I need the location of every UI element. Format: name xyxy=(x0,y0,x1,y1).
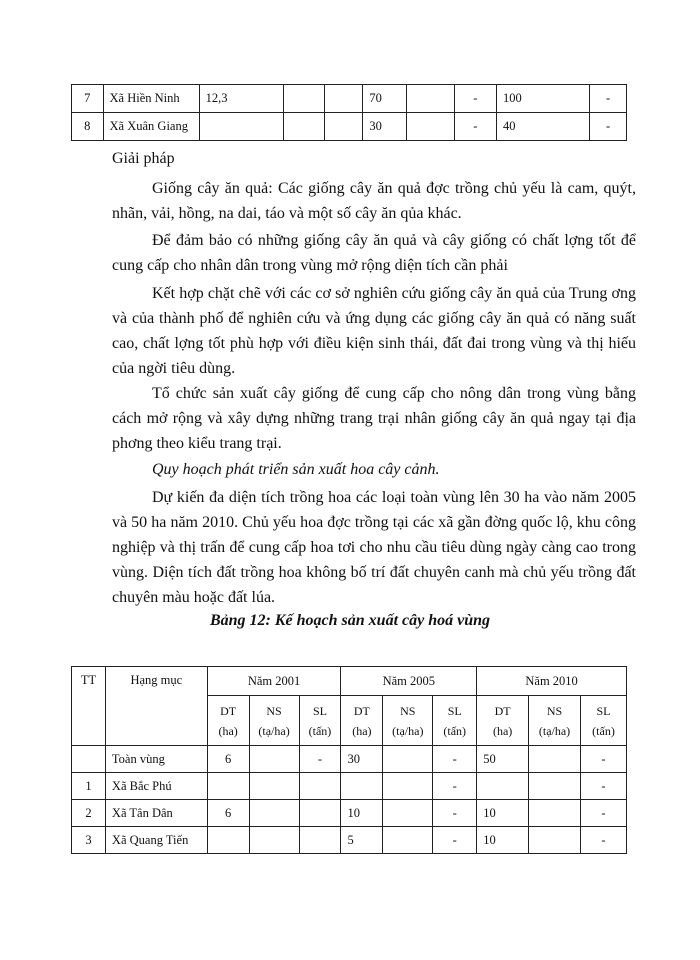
unit: (tấn) xyxy=(308,723,332,738)
cell xyxy=(299,773,341,800)
table-row xyxy=(72,773,627,800)
table-caption: Bảng 12: Kế hoạch sản xuất cây hoá vùng xyxy=(209,612,491,629)
cell-tt: 7 xyxy=(72,85,104,113)
table-row xyxy=(72,85,627,113)
cell xyxy=(207,773,249,800)
cell-name: Xã Xuân Giang xyxy=(103,113,199,141)
cell xyxy=(383,746,433,773)
subheader-ns xyxy=(383,696,433,746)
heading-giai-phap: Giải pháp xyxy=(112,150,175,167)
cell: 30 xyxy=(363,113,407,141)
label: NS xyxy=(266,703,282,718)
cell xyxy=(383,800,433,827)
cell xyxy=(529,800,581,827)
subheader-ns xyxy=(529,696,581,746)
cell xyxy=(249,773,299,800)
cell: - xyxy=(590,113,627,141)
unit: (tạ/ha) xyxy=(538,723,571,738)
paragraph: Tổ chức sản xuất cây giống để cung cấp cho nông dân trong vùng bằng cách mở rộng và xây dựng những trang trại nhân giống cây ăn quả ngay tại địa phơng theo kiểu trang trại. xyxy=(112,385,636,452)
subheader-dt xyxy=(207,696,249,746)
cell xyxy=(406,85,454,113)
cell: - xyxy=(433,827,477,854)
cell: 40 xyxy=(496,113,589,141)
label: SL xyxy=(596,703,611,718)
cell: - xyxy=(433,773,477,800)
section-heading: Quy hoạch phát triển sản xuất hoa cây cảnh. xyxy=(152,461,440,478)
cell xyxy=(249,827,299,854)
cell: - xyxy=(299,746,341,773)
cell xyxy=(283,85,324,113)
table-row xyxy=(72,113,627,141)
subheader-dt xyxy=(477,696,529,746)
unit: (ha) xyxy=(218,723,238,738)
paragraph: Dự kiến đa diện tích trồng hoa các loại toàn vùng lên 30 ha vào năm 2005 và 50 ha năm 2010. Chủ yếu hoa đợc trồng tại các xã gần đờng quốc lộ, khu công nghiệp và thị trấn để cung cấp hoa tơi cho nhu cầu tiêu dùng ngày càng cao trong vùng. Diện tích đất trồng hoa không bố trí đất chuyên canh mà chủ yếu trồng đất chuyên màu hoặc đất lúa. xyxy=(112,489,636,606)
table-row xyxy=(72,746,627,773)
cell-name: Xã Quang Tiến xyxy=(105,827,207,854)
cell: 10 xyxy=(477,800,529,827)
paragraph: Để đảm bảo có những giống cây ăn quả và cây giống có chất lợng tốt để cung cấp cho nhân dân trong vùng mở rộng diện tích cần phải xyxy=(112,232,636,274)
cell: 5 xyxy=(341,827,383,854)
cell xyxy=(207,827,249,854)
cell: 10 xyxy=(477,827,529,854)
cell xyxy=(477,773,529,800)
cell: - xyxy=(580,827,626,854)
cell: - xyxy=(454,85,496,113)
table-row xyxy=(72,827,627,854)
cell-name: Xã Hiền Ninh xyxy=(103,85,199,113)
label: DT xyxy=(220,703,237,718)
cell: - xyxy=(590,85,627,113)
subheader-ns xyxy=(249,696,299,746)
cell xyxy=(383,773,433,800)
label: NS xyxy=(400,703,416,718)
cell xyxy=(406,113,454,141)
label: SL xyxy=(447,703,462,718)
unit: (ha) xyxy=(492,723,513,738)
cell: 10 xyxy=(341,800,383,827)
subheader-dt xyxy=(341,696,383,746)
cell xyxy=(199,113,283,141)
unit: (tấn) xyxy=(443,723,467,738)
cell-name: Toàn vùng xyxy=(105,746,207,773)
cell: - xyxy=(454,113,496,141)
cell-name: Xã Tân Dân xyxy=(105,800,207,827)
label: NS xyxy=(546,703,563,718)
header-row xyxy=(72,667,627,696)
cell: 12,3 xyxy=(199,85,283,113)
paragraph: Giống cây ăn quả: Các giống cây ăn quả đợc trồng chủ yếu là cam, quýt, nhãn, vải, hồng, na dai, táo và một số cây ăn qủa khác. xyxy=(112,180,636,222)
header-year-2010: Năm 2010 xyxy=(477,667,627,696)
cell: 100 xyxy=(496,85,589,113)
unit: (ha) xyxy=(352,723,372,738)
cell: 6 xyxy=(207,800,249,827)
cell xyxy=(529,746,581,773)
cell: 70 xyxy=(363,85,407,113)
cell xyxy=(341,773,383,800)
cell: - xyxy=(580,800,626,827)
unit: (tạ/ha) xyxy=(258,723,290,738)
cell xyxy=(299,800,341,827)
cell: - xyxy=(433,800,477,827)
cell-tt: 8 xyxy=(72,113,104,141)
cell xyxy=(299,827,341,854)
header-item: Hạng mục xyxy=(105,667,207,746)
cell-tt: 3 xyxy=(72,827,106,854)
cell: 30 xyxy=(341,746,383,773)
header-tt: TT xyxy=(72,667,106,746)
table-row xyxy=(72,800,627,827)
cell-tt: 1 xyxy=(72,773,106,800)
subheader-sl xyxy=(433,696,477,746)
top-table xyxy=(71,84,627,141)
subheader-sl xyxy=(299,696,341,746)
cell xyxy=(249,800,299,827)
cell-tt xyxy=(72,746,106,773)
label: DT xyxy=(494,703,511,718)
flower-plan-table xyxy=(71,666,627,854)
cell-tt: 2 xyxy=(72,800,106,827)
paragraph: Kết hợp chặt chẽ với các cơ sở nghiên cứu giống cây ăn quả của Trung ơng và của thành phố để nghiên cứu và ứng dụng các giống cây ăn quả có năng suất cao, chất lợng tốt phù hợp với điều kiện sinh thái, đất đai trong vùng và thị hiếu của ngời tiêu dùng. xyxy=(112,285,636,377)
cell: 50 xyxy=(477,746,529,773)
cell xyxy=(529,773,581,800)
header-year-2001: Năm 2001 xyxy=(207,667,341,696)
cell xyxy=(249,746,299,773)
header-year-2005: Năm 2005 xyxy=(341,667,477,696)
cell xyxy=(324,113,363,141)
subheader-sl xyxy=(580,696,626,746)
label: DT xyxy=(353,703,370,718)
cell: - xyxy=(580,746,626,773)
unit: (tạ/ha) xyxy=(392,723,424,738)
cell xyxy=(283,113,324,141)
cell-name: Xã Bắc Phú xyxy=(105,773,207,800)
cell: - xyxy=(433,746,477,773)
cell xyxy=(529,827,581,854)
cell: - xyxy=(580,773,626,800)
unit: (tấn) xyxy=(592,723,615,738)
cell: 6 xyxy=(207,746,249,773)
cell xyxy=(324,85,363,113)
cell xyxy=(383,827,433,854)
label: SL xyxy=(312,703,327,718)
